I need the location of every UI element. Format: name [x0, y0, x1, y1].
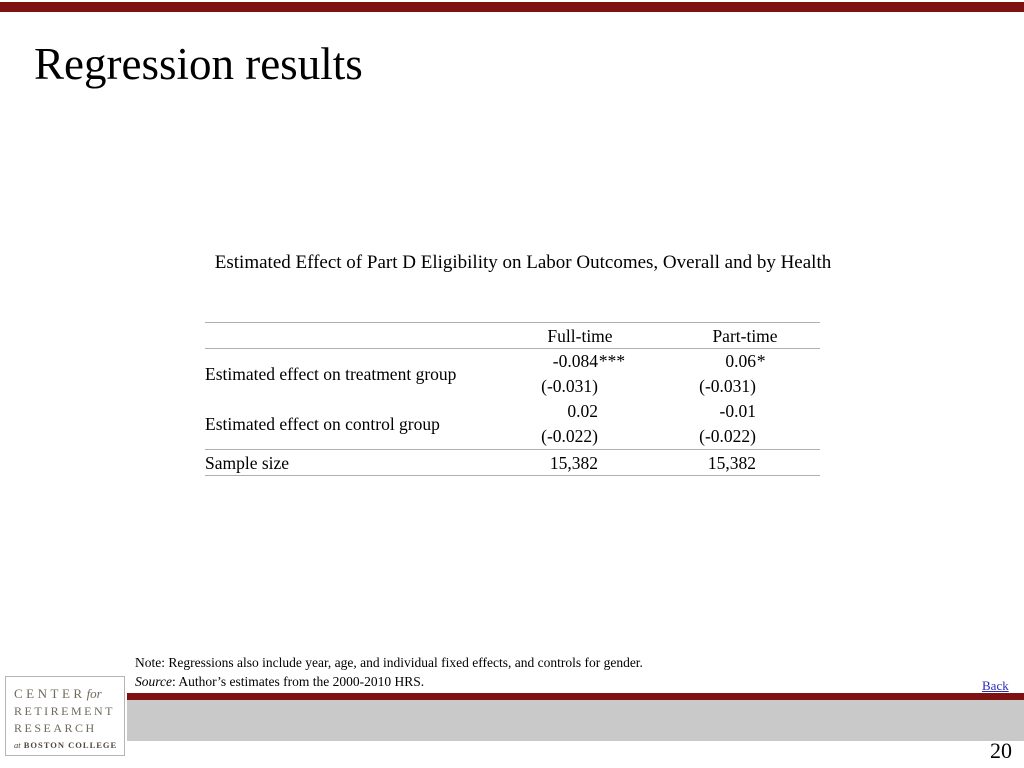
slide-title: Regression results: [34, 39, 363, 89]
significance-stars: ***: [598, 351, 625, 371]
source-rest: : Author’s estimates from the 2000-2010 HRS.: [172, 674, 425, 689]
cell-treatment-parttime: [670, 349, 820, 399]
logo-college-text: BOSTON COLLEGE: [23, 740, 118, 750]
row-label-control: Estimated effect on control group: [205, 413, 440, 434]
estimate-number: 0.02: [567, 401, 598, 421]
page-number: 20: [990, 738, 1012, 763]
logo-at-text: at: [14, 740, 21, 750]
estimate-number: -0.01: [719, 401, 756, 421]
logo-for-text: for: [86, 686, 102, 701]
table-row-sample-size: [205, 450, 820, 476]
source-text: [135, 672, 643, 691]
cell-control-fulltime: [490, 399, 670, 449]
cell-treatment-fulltime: [490, 349, 670, 399]
column-header-fulltime: Full-time: [547, 326, 613, 346]
source-label: Source: [135, 674, 172, 689]
row-label-sample-size: Sample size: [205, 453, 290, 473]
cell-control-parttime: [670, 399, 820, 449]
footer-accent-bar: [127, 693, 1024, 700]
top-accent-bar: [0, 2, 1024, 12]
estimate-number: 0.06: [725, 351, 756, 371]
standard-error: (-0.022): [541, 426, 598, 446]
estimate-value: [670, 349, 820, 374]
regression-table: [205, 322, 820, 476]
table-title: Estimated Effect of Part D Eligibility on Labor Outcomes, Overall and by Health: [214, 252, 832, 273]
logo-line-center: [14, 686, 124, 702]
standard-error: (-0.031): [541, 376, 598, 396]
crr-logo: [5, 676, 125, 756]
footer-gray-bar: [127, 700, 1024, 741]
significance-stars: *: [756, 351, 765, 371]
table-header-row: [205, 323, 820, 349]
logo-center-text: CENTER: [14, 686, 86, 701]
note-text: Note: Regressions also include year, age, and individual fixed effects, and controls for gender.: [135, 655, 643, 670]
estimate-value: [670, 399, 820, 424]
row-label-treatment: Estimated effect on treatment group: [205, 363, 457, 384]
note-block: [135, 653, 643, 691]
estimate-value: [490, 349, 670, 374]
column-header-parttime: Part-time: [712, 326, 778, 346]
back-link[interactable]: Back: [982, 678, 1009, 693]
header-empty-cell: [205, 323, 490, 349]
logo-line-retirement: RETIREMENT: [14, 704, 115, 718]
logo-line-college: [14, 740, 124, 750]
table-row-control: [205, 399, 820, 450]
standard-error: (-0.031): [699, 376, 756, 396]
table-row-treatment: [205, 349, 820, 399]
sample-size-value: 15,382: [707, 453, 756, 473]
estimate-number: -0.084: [552, 351, 598, 371]
estimate-value: [490, 399, 670, 424]
sample-size-value: 15,382: [549, 453, 598, 473]
cell-sample-parttime: [670, 450, 820, 476]
standard-error: (-0.022): [699, 426, 756, 446]
cell-sample-fulltime: [490, 450, 670, 476]
logo-line-research: RESEARCH: [14, 721, 97, 735]
